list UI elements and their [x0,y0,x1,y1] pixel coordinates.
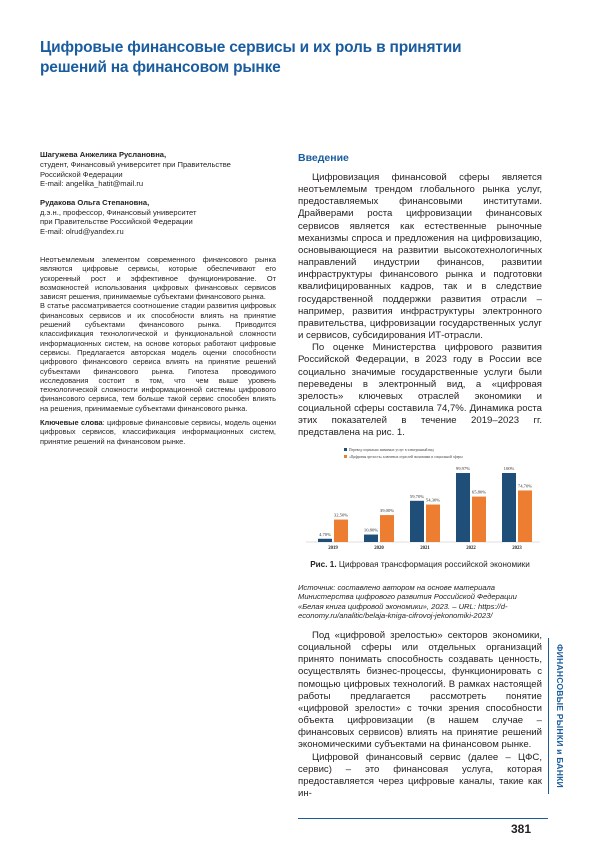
x-tick-label: 2021 [420,546,430,551]
page-footer-rule [298,818,548,819]
author-affiliation: Российской Федерации [40,169,123,179]
data-label: 39,00% [379,508,395,514]
data-label: 99,97% [455,466,471,472]
body-paragraph: По оценке Министерства цифрового развития Российской Федерации, в 2023 году в России все социально значимые государственные услуги были переведены в электронный вид, а «цифровая зрелость» ключевых отраслей экономики и социальной сферы составила 74,7%. Динамика роста этих показателей в течение 2019–2023 гг. представлена на рис. 1. [298,342,542,439]
bar [318,539,332,542]
data-label: 65,80% [471,489,487,495]
figure-source [298,583,542,621]
body-text-bottom [298,630,542,800]
body-paragraph: Цифровизация финансовой сферы является неотъемлемым трендом глобального рынка услуг, предоставляемых финансовыми институтами. Драйверами роста цифровизации финансовых сервисов является как естественные рыночные механизмы спроса и предложения на цифровизацию, основывающиеся на развитии высокотехнологичных направлений индустрии финансов, развитии инфраструктуры финансового рынка и подготовки квалифицированных кадров, так и в следствие государственной поддержки развития отрасли – например, развития инфраструктуры электронного правительства, цифровизации государственных услуг и сервисов, субсидирования ИТ-отрасли. [298,172,542,342]
bar [410,501,424,542]
x-tick-label: 2020 [374,546,384,551]
bar [426,505,440,542]
abstract [40,255,276,446]
legend-swatch [344,455,347,458]
author-name: Рудакова Ольга Степановна, [40,197,150,207]
author-2 [40,198,270,237]
bar [380,515,394,542]
body-paragraph: Под «цифровой зрелостью» секторов экономики, социальной сферы или отдельных организаций принято понимать способность создавать ценность, осуществлять бизнес-процессы, функционировать с помощью цифровых технологий. В рамках настоящей работы предлагается рассмотреть понятие «цифровой зрелости» с точки зрения способности объекта цифровизации (в нашем случае – финансовых сервисов) влиять на принятие решений экономическими субъектами на финансовом рынке. [298,630,542,751]
author-email: E-mail: angelika_hatit@mail.ru [40,179,144,189]
journal-section-label: ФИНАНСОВЫЕ РЫНКИ и БАНКИ [555,644,565,788]
x-tick-label: 2023 [512,546,522,551]
keywords-text: : цифровые финансовые сервисы, модель оценки цифровых сервисов, классификация информационных систем, принятие решений на финансовом рынке. [40,418,277,446]
source-label: Источник: [298,583,336,592]
caption-label: Рис. 1. [310,560,337,569]
x-tick-label: 2019 [328,546,338,551]
data-label: 32,50% [333,512,349,518]
data-label: 4,70% [319,531,331,537]
author-affiliation: при Правительстве Российской Федерации [40,217,193,227]
legend-label: Перевод социально значимых услуг в электронный вид [349,448,434,452]
bar [456,473,470,542]
author-name: Шагужева Анжелика Руслановна, [40,150,167,159]
bar [334,520,348,542]
body-text-top [298,172,542,439]
x-tick-label: 2022 [466,546,476,551]
authors-block [40,150,270,245]
source-text: составлено автором на основе материала Министерства цифрового развития Российской Федерации «Белая книга цифровой экономики», 2023. – URL: https://d-economy.ru/analitic/belaja-kniga-cifrovoj-jekonomiki-2023/ [298,583,517,621]
section-heading: Введение [298,152,349,164]
author-1 [40,150,270,189]
legend-label: «Цифровая зрелость» ключевых отраслей экономики и социальной сферы [349,455,463,459]
data-label: 74,70% [517,483,533,489]
bar [518,490,532,542]
author-email: E-mail: olrud@yandex.ru [40,226,124,236]
article-title: Цифровые финансовые сервисы и их роль в принятии решений на финансовом рынке [40,39,462,76]
figure-1-chart [298,443,542,555]
data-label: 59,70% [409,493,425,499]
data-label: 10,80% [363,527,379,533]
data-label: 100% [503,466,515,471]
bar [364,535,378,542]
page-number: 381 [511,822,532,836]
author-affiliation: д.э.н., профессор, Финансовый университет [40,208,197,218]
body-paragraph: Цифровой финансовый сервис (далее – ЦФС, сервис) – это финансовая услуга, которая предоставляется через цифровые каналы, такие как ин- [298,751,542,800]
author-affiliation: студент, Финансовый университет при Правительстве [40,160,231,170]
legend-swatch [344,448,347,451]
keywords [40,418,276,446]
caption-text: Цифровая трансформация российской экономики [336,560,530,569]
abstract-paragraph: Неотъемлемым элементом современного финансового рынка являются цифровые сервисы, которые обеспечивают его ускоренный рост и эффективное функционирование. От возможностей использования цифровых финансовых сервисов зависят решения, принимаемые субъектами финансового рынка. [40,255,276,302]
abstract-paragraph: В статье рассматривается соотношение стадии развития цифровых финансовых сервисов и их способности влиять на принятие решений субъектами финансового рынка. Приводится классификация технологической и функциональной сложности информационных систем, на основе которых работают цифровые сервисы. Предлагается авторская модель оценки способности цифрового финансового сервиса влиять на принятие решений субъектами финансового рынка. Гипотеза проводимого исследования состоит в том, что чем выше уровень технологической сложности информационной системы цифрового финансового сервиса, тем больше такой сервис способен влиять на решения, принимаемые субъектами финансового рынка. [40,301,276,413]
bar [472,497,486,542]
data-label: 54,30% [425,497,441,503]
figure-caption [298,560,542,570]
bar [502,473,516,542]
keywords-label: Ключевые слова [40,418,103,428]
